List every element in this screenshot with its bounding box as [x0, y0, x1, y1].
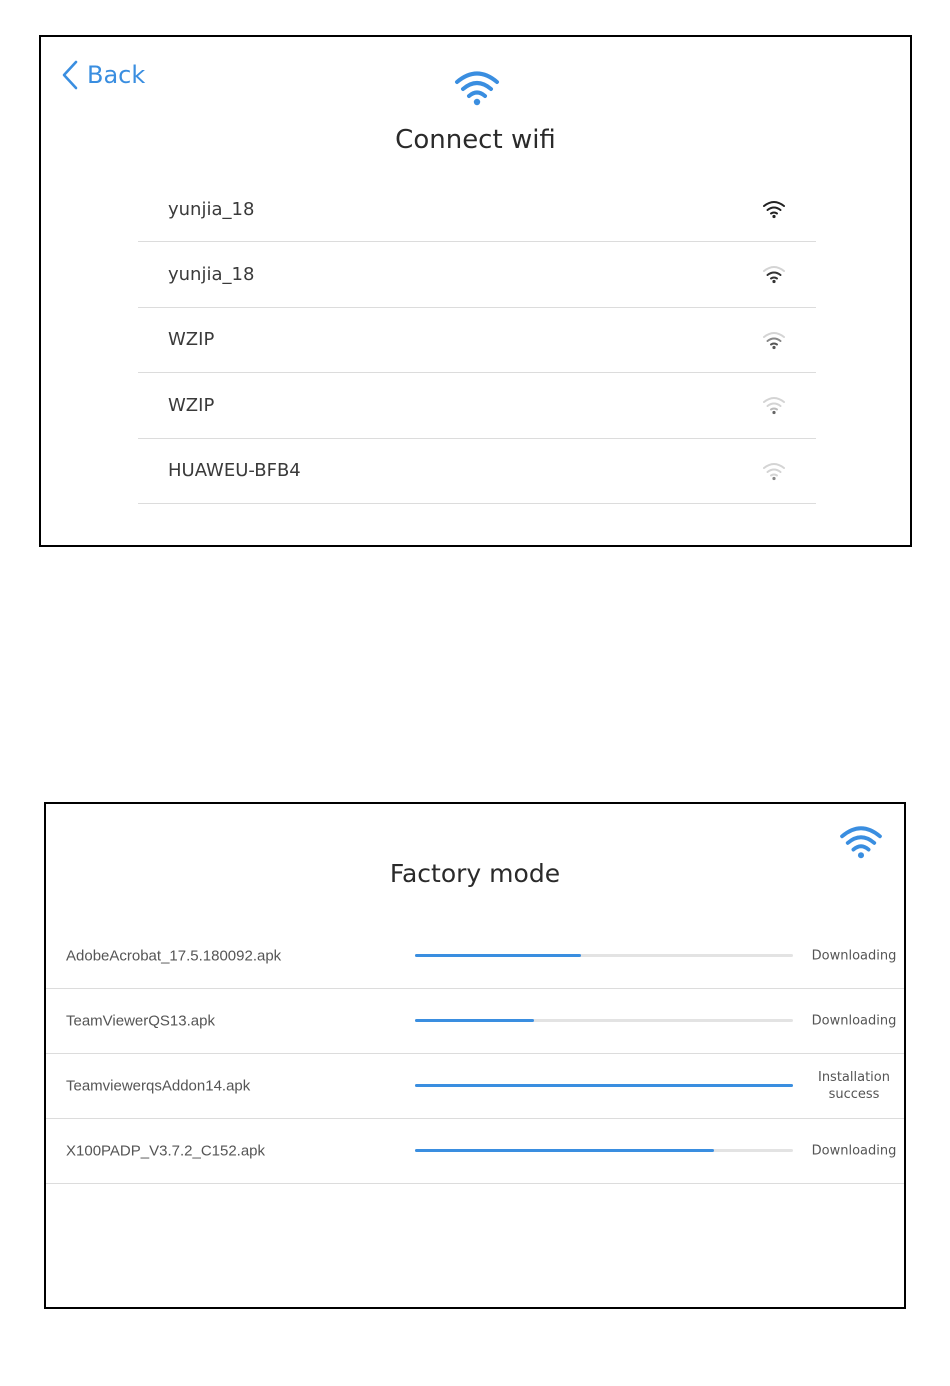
back-label: Back — [87, 61, 146, 89]
page-title: Factory mode — [389, 859, 561, 888]
apk-row — [46, 1119, 904, 1184]
wifi-network-item[interactable] — [138, 242, 816, 308]
apk-name: AdobeAcrobat_17.5.180092.apk — [66, 947, 282, 965]
apk-status: Downloading — [811, 1013, 897, 1029]
wifi-signal-icon — [762, 264, 786, 284]
wifi-ssid: WZIP — [168, 329, 215, 351]
wifi-network-item[interactable] — [138, 439, 816, 505]
wifi-icon — [453, 69, 501, 107]
wifi-network-item[interactable] — [138, 177, 816, 242]
page-title: Connect wifi — [395, 125, 556, 155]
apk-status: Downloading — [811, 1143, 897, 1159]
apk-name: TeamViewerQS13.apk — [66, 1012, 215, 1030]
progress-fill — [415, 1149, 714, 1152]
wifi-signal-icon — [762, 461, 786, 481]
factory-mode-panel — [44, 802, 906, 1309]
apk-name: X100PADP_V3.7.2_C152.apk — [66, 1142, 266, 1160]
apk-row — [46, 1054, 904, 1119]
wifi-signal-icon — [762, 330, 786, 350]
wifi-ssid: yunjia_18 — [168, 198, 255, 220]
apk-list — [46, 924, 904, 1184]
apk-name: TeamviewerqsAddon14.apk — [66, 1077, 251, 1095]
progress-bar — [415, 1019, 793, 1022]
wifi-signal-icon — [762, 395, 786, 415]
progress-bar — [415, 1149, 793, 1152]
wifi-network-list — [138, 177, 816, 504]
connect-wifi-panel — [39, 35, 912, 547]
progress-fill — [415, 1084, 793, 1087]
apk-status: Installation success — [817, 1070, 890, 1102]
back-button[interactable] — [61, 59, 145, 91]
wifi-network-item[interactable] — [138, 373, 816, 439]
wifi-ssid: WZIP — [168, 394, 215, 416]
progress-bar — [415, 1084, 793, 1087]
wifi-network-item[interactable] — [138, 308, 816, 374]
wifi-ssid: HUAWEU-BFB4 — [168, 460, 301, 482]
wifi-icon — [838, 824, 884, 860]
apk-status: Downloading — [811, 948, 897, 964]
apk-row — [46, 924, 904, 989]
progress-fill — [415, 1019, 534, 1022]
progress-fill — [415, 954, 581, 957]
progress-bar — [415, 954, 793, 957]
chevron-left-icon — [61, 60, 79, 90]
apk-row — [46, 989, 904, 1054]
wifi-ssid: yunjia_18 — [168, 263, 255, 285]
wifi-signal-icon — [762, 199, 786, 219]
